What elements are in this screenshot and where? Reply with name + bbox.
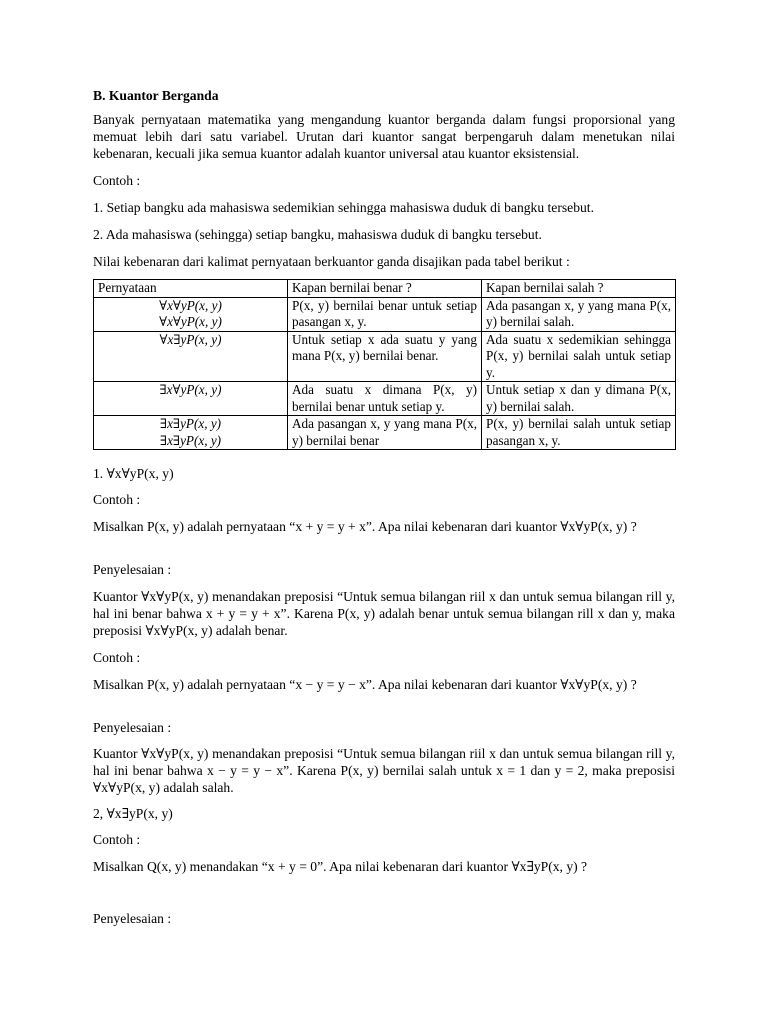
statement: ∀x∀yP(x, y) <box>159 314 222 329</box>
table-header-row <box>94 280 676 298</box>
statement-cell <box>94 297 288 331</box>
part2-contoh: Contoh : <box>93 832 141 847</box>
part2-title: 2, ∀x∃yP(x, y) <box>93 806 173 821</box>
benar-cell: P(x, y) bernilai benar untuk setiap pasangan x, y. <box>288 297 482 331</box>
part1-contoh-a: Contoh : <box>93 492 141 507</box>
salah-cell: P(x, y) bernilai salah untuk setiap pasangan x, y. <box>482 416 676 450</box>
header-benar: Kapan bernilai benar ? <box>288 280 482 298</box>
statement: ∀x∃yP(x, y) <box>159 331 222 347</box>
part1-question-b: Misalkan P(x, y) adalah pernyataan “x − y = y − x”. Apa nilai kebenaran dari kuantor ∀x∀yP(x, y) ? <box>93 677 637 692</box>
statement: ∃x∃yP(x, y) <box>159 432 222 448</box>
part1-solution-label-a: Penyelesaian : <box>93 562 172 577</box>
benar-cell: Ada pasangan x, y yang mana P(x, y) bernilai benar <box>288 416 482 450</box>
contoh-label: Contoh : <box>93 173 141 188</box>
statement: ∃x∀yP(x, y) <box>159 382 222 397</box>
part1-title: 1. ∀x∀yP(x, y) <box>93 466 174 481</box>
part1-answer-a: Kuantor ∀x∀yP(x, y) menandakan preposisi “Untuk semua bilangan riil x dan untuk semua bilangan rill y, hal ini benar bahwa x + y = y + x”. Karena P(x, y) adalah benar untuk semua bilangan rill x dan y, maka preposisi ∀x∀yP(x, y) adalah benar. <box>93 589 675 638</box>
example-1: 1. Setiap bangku ada mahasiswa sedemikian sehingga mahasiswa duduk di bangku tersebut. <box>93 200 594 215</box>
statement: ∀x∀yP(x, y) <box>159 297 222 313</box>
salah-cell: Ada suatu x sedemikian sehingga P(x, y) bernilai salah untuk setiap y. <box>482 331 676 382</box>
quantifier-truth-table <box>93 279 676 450</box>
statement-cell <box>94 382 288 416</box>
salah-cell: Ada pasangan x, y yang mana P(x, y) bernilai salah. <box>482 297 676 331</box>
part1-solution-label-b: Penyelesaian : <box>93 720 172 735</box>
statement: ∃x∃yP(x, y) <box>159 416 222 431</box>
part2-solution-label: Penyelesaian : <box>93 911 172 926</box>
header-pernyataan: Pernyataan <box>94 280 288 298</box>
benar-cell: Ada suatu x dimana P(x, y) bernilai benar untuk setiap y. <box>288 382 482 416</box>
table-row <box>94 297 676 331</box>
salah-cell: Untuk setiap x dan y dimana P(x, y) bernilai salah. <box>482 382 676 416</box>
part1-question-a: Misalkan P(x, y) adalah pernyataan “x + y = y + x”. Apa nilai kebenaran dari kuantor ∀x∀yP(x, y) ? <box>93 519 637 534</box>
table-intro: Nilai kebenaran dari kalimat pernyataan berkuantor ganda disajikan pada tabel berikut : <box>93 254 570 269</box>
section-heading: B. Kuantor Berganda <box>93 88 219 103</box>
benar-cell: Untuk setiap x ada suatu y yang mana P(x, y) bernilai benar. <box>288 331 482 382</box>
table-row <box>94 416 676 450</box>
table-row <box>94 382 676 416</box>
statement-cell <box>94 331 288 382</box>
intro-paragraph: Banyak pernyataan matematika yang mengandung kuantor berganda dalam fungsi proporsional yang memuat lebih dari satu variabel. Urutan dari kuantor sangat berpengaruh dalam menetukan nilai kebenaran, kecuali jika semua kuantor adalah kuantor universal atau kuantor eksistensial. <box>93 112 675 161</box>
header-salah: Kapan bernilai salah ? <box>482 280 676 298</box>
part2-question: Misalkan Q(x, y) menandakan “x + y = 0”. Apa nilai kebenaran dari kuantor ∀x∃yP(x, y) ? <box>93 859 588 874</box>
part1-answer-b: Kuantor ∀x∀yP(x, y) menandakan preposisi “Untuk semua bilangan riil x dan untuk semua bilangan rill y, hal ini benar bahwa x − y = y − x”. Karena P(x, y) bernilai salah untuk x = 1 dan y = 2, maka preposisi ∀x∀yP(x, y) adalah salah. <box>93 746 675 795</box>
part1-contoh-b: Contoh : <box>93 650 141 665</box>
table-row <box>94 331 676 382</box>
example-2: 2. Ada mahasiswa (sehingga) setiap bangku, mahasiswa duduk di bangku tersebut. <box>93 227 542 242</box>
statement-cell <box>94 416 288 450</box>
